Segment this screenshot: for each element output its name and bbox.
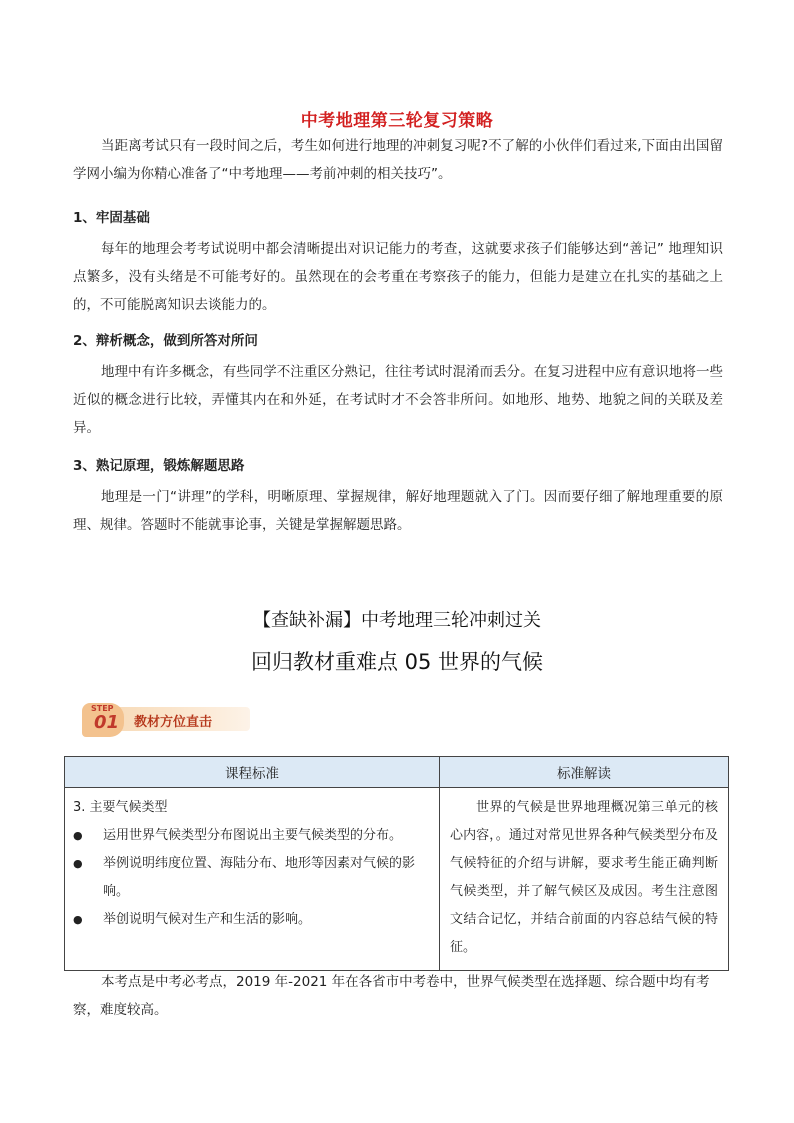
section-heading-1: 1、牢固基础 [73,210,150,226]
table-header-row [65,757,729,788]
subtitle-review: 【查缺补漏】中考地理三轮冲刺过关 [253,610,541,631]
list-item-text: 举例说明纬度位置、海陆分布、地形等因素对气候的影响。 [103,856,416,899]
interpretation-cell [440,788,729,971]
standards-table [64,756,729,971]
list-item-text: 举创说明气候对生产和生活的影响。 [103,912,312,927]
step-number: 01 [94,712,120,733]
list-item [73,822,433,850]
step-badge [82,703,250,733]
list-item-text: 运用世界气候类型分布图说出主要气候类型的分布。 [103,828,403,843]
table-header-course-standard: 课程标准 [65,757,440,788]
step-word: STEP [91,704,114,713]
bullet-icon: ● [73,829,83,842]
document-title: 中考地理第三轮复习策略 [300,111,494,131]
list-item [73,850,433,906]
list-item [73,906,433,934]
standards-cell [65,788,440,971]
step-label: 教材方位直击 [134,715,213,730]
intro-paragraph: 当距离考试只有一段时间之后，考生如何进行地理的冲刺复习呢?不了解的小伙伴们看过来,下面由出国留学网小编为你精心准备了“中考地理——考前冲刺的相关技巧”。 [73,138,723,182]
section-body-3: 地理是一门“讲理”的学科，明晰原理、掌握规律，解好地理题就入了门。因而要仔细了解地理重要的原理、规律。答题时不能就事论事，关键是掌握解题思路。 [73,489,723,533]
section-body-2: 地理中有许多概念，有些同学不注重区分熟记，往往考试时混淆而丢分。在复习进程中应有意识地将一些近似的概念进行比较，弄懂其内在和外延，在考试时才不会答非所问。如地形、地势、地貌之间的关联及差异。 [73,364,723,436]
bullet-icon: ● [73,913,83,926]
bullet-icon: ● [73,857,83,870]
subtitle-chapter: 回归教材重难点 05 世界的气候 [250,650,544,674]
standard-title: 3. 主要气候类型 [73,800,168,815]
section-heading-3: 3、熟记原理，锻炼解题思路 [73,458,245,474]
interpretation-text: 世界的气候是世界地理概况第三单元的核心内容，。通过对常见世界各种气候类型分布及气候特征的介绍与讲解，要求考生能正确判断气候类型，并了解气候区及成因。考生注意图文结合记忆，并结合前面的内容总结气候的特征。 [450,800,718,955]
section-heading-2: 2、辩析概念，做到所答对所问 [73,333,258,349]
closing-paragraph: 本考点是中考必考点，2019 年-2021 年在各省市中考卷中，世界气候类型在选择题、综合题中均有考察，难度较高。 [73,974,710,1018]
section-body-1: 每年的地理会考考试说明中都会清晰提出对识记能力的考查，这就要求孩子们能够达到“善记” 地理知识点繁多，没有头绪是不可能考好的。虽然现在的会考重在考察孩子的能力，但能力是建立在扎实的基础之上的，不可能脱离知识去谈能力的。 [73,241,723,313]
table-row [65,788,729,971]
table-header-interpretation: 标准解读 [440,757,729,788]
